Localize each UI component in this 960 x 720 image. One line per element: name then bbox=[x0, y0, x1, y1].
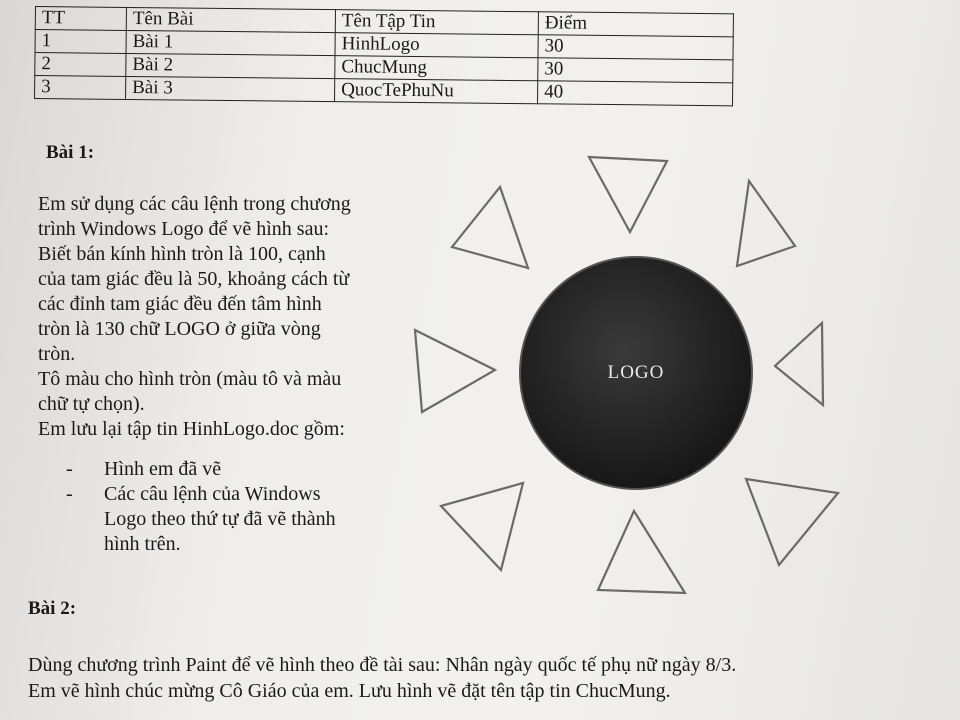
cell-tt: 3 bbox=[35, 76, 126, 100]
cell-bai: Bài 2 bbox=[126, 53, 335, 78]
header-ten-bai: Tên Bài bbox=[126, 7, 335, 32]
triangle-bottom-left bbox=[441, 483, 523, 570]
bullet-line: Các câu lệnh của Windows bbox=[104, 483, 321, 505]
bullet-dash: - bbox=[66, 483, 73, 505]
triangle-bottom-right bbox=[746, 479, 838, 565]
cell-tap-tin: HinhLogo bbox=[335, 33, 538, 58]
bai1-line: trình Windows Logo để vẽ hình sau: bbox=[38, 218, 330, 240]
cell-tap-tin: QuocTePhuNu bbox=[335, 79, 538, 104]
cell-diem: 30 bbox=[538, 58, 733, 83]
triangle-right bbox=[775, 323, 823, 405]
logo-label: LOGO bbox=[607, 362, 665, 383]
bai1-line: tròn là 130 chữ LOGO ở giữa vòng bbox=[38, 318, 321, 340]
bai2-instructions bbox=[28, 652, 928, 704]
bai1-line: tròn. bbox=[38, 343, 76, 365]
triangle-top-right bbox=[737, 181, 795, 266]
cell-tt: 1 bbox=[35, 30, 126, 54]
header-ten-tap-tin: Tên Tập Tin bbox=[335, 10, 538, 35]
cell-bai: Bài 3 bbox=[126, 76, 335, 101]
cell-bai: Bài 1 bbox=[126, 30, 335, 55]
bai2-line: Em vẽ hình chúc mừng Cô Giáo của em. Lưu hình vẽ đặt tên tập tin ChucMung. bbox=[28, 680, 671, 702]
bai1-line: chữ tự chọn). bbox=[38, 393, 145, 415]
bullet-line: hình trên. bbox=[104, 533, 181, 555]
bai1-line: Biết bán kính hình tròn là 100, cạnh bbox=[38, 243, 326, 265]
bai1-line: Em lưu lại tập tin HinhLogo.doc gồm: bbox=[38, 418, 345, 440]
header-diem: Điểm bbox=[538, 12, 733, 37]
bai1-line: Em sử dụng các câu lệnh trong chương bbox=[38, 193, 351, 215]
triangle-top bbox=[589, 157, 667, 232]
bai1-heading: Bài 1: bbox=[46, 142, 95, 163]
bai1-line: của tam giác đều là 50, khoảng cách từ bbox=[38, 268, 350, 290]
bai2-heading: Bài 2: bbox=[28, 598, 77, 619]
bullet-line: Logo theo thứ tự đã vẽ thành bbox=[104, 508, 336, 530]
cell-diem: 30 bbox=[538, 35, 733, 60]
bai1-line: các đỉnh tam giác đều đến tâm hình bbox=[38, 293, 322, 315]
bullet-line: Hình em đã vẽ bbox=[104, 458, 222, 480]
triangle-left bbox=[415, 330, 495, 412]
bai1-line: Tô màu cho hình tròn (màu tô và màu bbox=[38, 368, 342, 390]
cell-tt: 2 bbox=[35, 53, 126, 77]
triangle-top-left bbox=[452, 187, 528, 268]
bullet-dash: - bbox=[66, 458, 73, 480]
cell-tap-tin: ChucMung bbox=[335, 56, 538, 81]
cell-diem: 40 bbox=[538, 81, 733, 106]
triangle-bottom bbox=[598, 511, 685, 593]
header-tt: TT bbox=[35, 7, 126, 31]
bai2-line: Dùng chương trình Paint để vẽ hình theo đề tài sau: Nhân ngày quốc tế phụ nữ ngày 8/3. bbox=[28, 654, 737, 676]
